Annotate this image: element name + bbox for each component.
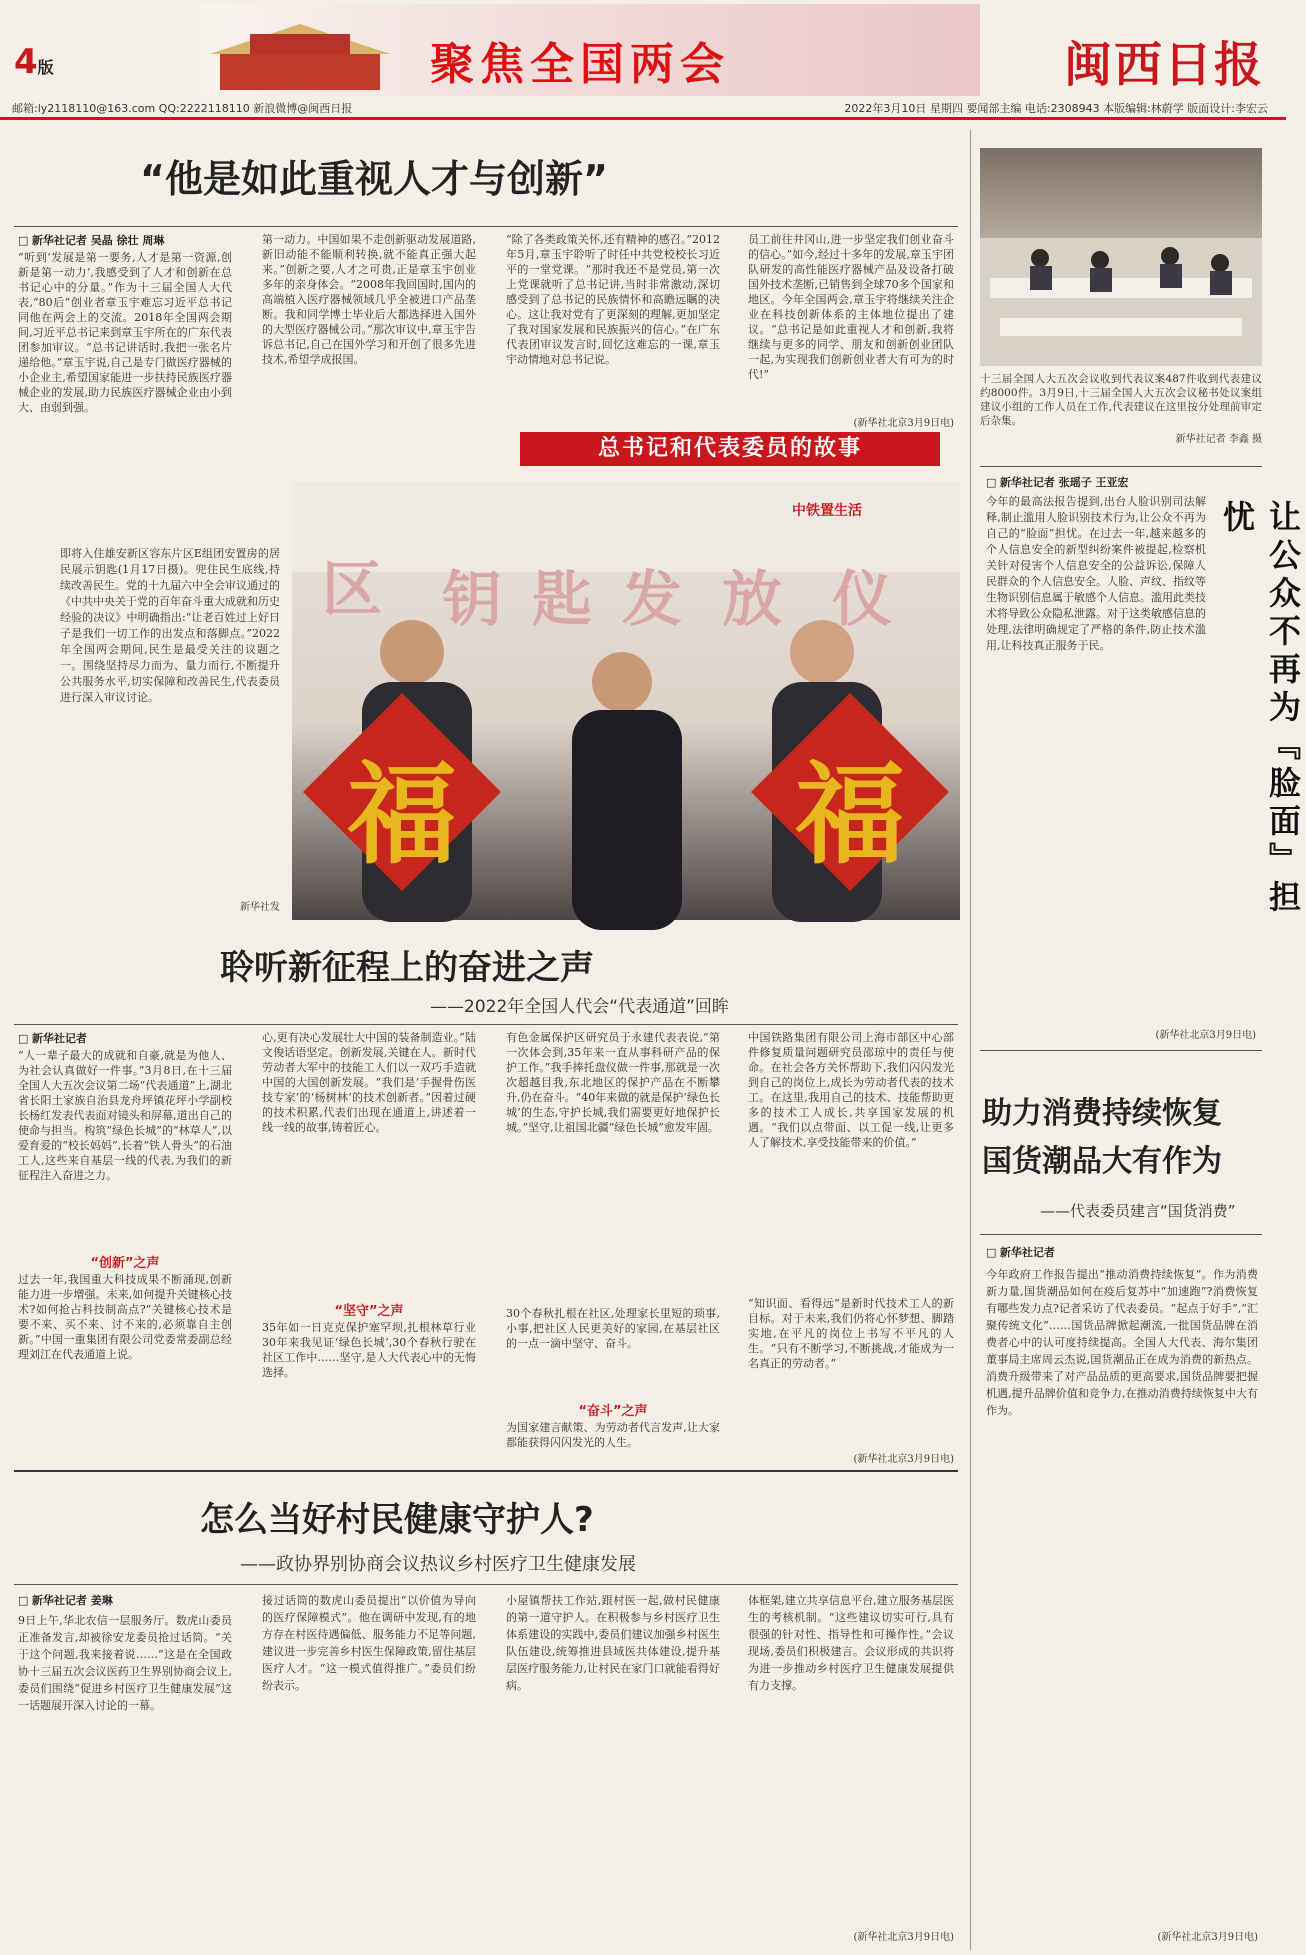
article2-col4b: “知识面、看得远”是新时代技术工人的新目标。对于未来,我们仍将心怀梦想、脚踏实地,在平凡的岗位上书写不平凡的人生。“只有不断学习,不断挑战,才能成为一名真正的劳动者。” bbox=[748, 1297, 954, 1370]
column-divider bbox=[970, 130, 971, 1950]
article5-title: 怎么当好村民健康守护人? bbox=[200, 1500, 594, 1540]
article5-subtitle: ——政协界别协商会议热议乡村医疗卫生健康发展 bbox=[240, 1554, 636, 1575]
article4-subtitle: ——代表委员建言“国货消费” bbox=[1040, 1202, 1236, 1220]
residents-photo bbox=[292, 482, 960, 920]
article4-body: 今年政府工作报告提出“推动消费持续恢复”。作为消费新力量,国货潮品如何在疫后复苏中“加速跑”?消费恢复有哪些发力点?记者采访了代表委员。“起点于好手”,“汇聚传统文化”……国货品牌掀起潮流,一批国货品牌在消费者心中的认可度持续提高。全国人大代表、海尔集团董事局主席周云杰说,国货潮品正在成为消费的新热点。消费升级带来了对产品品质的更高要求,国货品牌要把握机遇,提升品牌价值和竞争力,在推动消费持续恢复中大有作为。 bbox=[986, 1268, 1258, 1417]
article2-col2b: 35年如一日克克保护塞罕坝,扎根林草行业30年来我见证‘绿色长城’,30个春秋行驶在社区工作中……坚守,是人大代表心中的无悔选择。 bbox=[262, 1321, 476, 1379]
article1-col1: “听到‘发展是第一要务,人才是第一资源,创新是第一动力’,我感受到了人才和创新在总书记心中的分量。”作为十三届全国人大代表,“80后”创业者章玉宇难忘习近平总书记同他在两会上的交流。2018年全国两会期间,习近平总书记来到章玉宇所在的广东代表团参加审议。“总书记讲话时,我把一张名片递给他。”章玉宇说,自己是专门做医疗器械的小企业主,希望国家能进一步扶持民族医疗器械企业的发展,助力民族医疗器械企业由小到大、由弱到强。 bbox=[18, 251, 232, 414]
banner-title: 聚焦全国两会 bbox=[430, 39, 730, 90]
fu-char-left: 福 bbox=[347, 750, 457, 879]
article1-col4: 员工前往井冈山,进一步坚定我们创业奋斗的信心。”如今,经过十多年的发展,章玉宇团队研发的高性能医疗器械产品及设备打破国外技术垄断,已销售到全球70多个国家和地区。今年全国两会,章玉宇将继续关注企业在科技创新体系的主体地位提出了建议。“总书记是如此重视人才和创新,我将继续与更多的同学、朋友和创新创业团队一起,为实现我们创新创业者大有可为的时代!” bbox=[748, 233, 954, 381]
photo-credit: 新华社发 bbox=[240, 902, 280, 913]
photo-caption: 即将入住雄安新区容东片区E组团安置房的居民展示钥匙(1月17日摄)。兜住民生底线,持续改善民生。党的十九届六中全会审议通过的《中共中央关于党的百年奋斗重大成就和历史经验的决议》中明确指出:“让老百姓过上好日子是我们一切工作的出发点和落脚点。”2022年全国两会期间,民生是最受关注的议题之一。围绕坚持尽力而为、量力而行,不断提升公共服务水平,切实保障和改善民生,代表委员进行深入审议讨论。 bbox=[60, 547, 280, 704]
masthead bbox=[0, 0, 1286, 115]
divider bbox=[14, 1024, 958, 1025]
article2-col3b: 30个春秋扎根在社区,处理家长里短的琐事,小事,把社区人民更美好的家园,在基层社区的一点一滴中坚守、奋斗。 bbox=[506, 1307, 720, 1350]
newspaper-brand: 闽西日报 bbox=[1064, 37, 1265, 93]
backdrop-sign-6: 仪 bbox=[832, 565, 892, 635]
divider bbox=[14, 1470, 958, 1472]
article2-title: 聆听新征程上的奋进之声 bbox=[220, 948, 594, 988]
article5-signoff: (新华社北京3月9日电) bbox=[853, 1932, 954, 1943]
article2-col3c: 为国家建言献策、为劳动者代言发声,让大家都能获得闪闪发光的人生。 bbox=[506, 1421, 720, 1449]
article2-col4: 中国铁路集团有限公司上海市部区中心部件修复质量问题研究员邵琼中的责任与使命。在社会各方关怀帮助下,我们闪闪发光到自己的岗位上,成长为劳动者代表的技术工。在这里,我用自己的技术、技能帮助更多的技术工人成长,共享国家发展的机遇。“我们以点带面、以工促一线,让更多人了解技术,享受技能带来的价值。” bbox=[748, 1031, 954, 1149]
backdrop-sign-2: 钥 bbox=[442, 565, 502, 635]
article2-signoff: (新华社北京3月9日电) bbox=[853, 1454, 954, 1465]
article1-byline: □ 新华社记者 吴晶 徐壮 周琳 bbox=[18, 232, 164, 248]
divider bbox=[14, 226, 958, 227]
article4-signoff: (新华社北京3月9日电) bbox=[1157, 1932, 1258, 1943]
divider bbox=[980, 1050, 1262, 1051]
page-number: 4版 bbox=[14, 42, 54, 82]
article1-col3: “除了各类政策关怀,还有精神的感召。”2012年5月,章玉宇聆听了时任中共党校校长习近平的一堂党课。“那时我还不是党员,第一次上党课就听了总书记讲,当时非常激动,深切感受到了总书记的民族情怀和高瞻远瞩的决心。这让我对党有了更深刻的理解,更加坚定了我对国家发展和民族振兴的信心。”在广东代表团审议发言时,回忆这难忘的一课,章玉宇动情地对总书记说。 bbox=[506, 233, 720, 366]
article5-col1: 9日上午,华北农信一层服务厅。数虎山委员正准备发言,却被徐安龙委员抢过话筒。“关于这个问题,我来接着说……”这是在全国政协十三届五次会议医药卫生界别协商会议上,委员们围绕“促进乡村医疗卫生健康发展”这一话题展开深入讨论的一幕。 bbox=[18, 1614, 232, 1712]
article3-title: 让公众不再为『脸面』担忧 bbox=[1218, 500, 1302, 918]
fu-char-right: 福 bbox=[795, 750, 905, 879]
article5-byline: □ 新华社记者 姜琳 bbox=[18, 1592, 113, 1608]
article1-title: “他是如此重视人才与创新” bbox=[140, 157, 608, 201]
article4-byline: □ 新华社记者 bbox=[986, 1244, 1055, 1260]
article3-body: 今年的最高法报告提到,出台人脸识别司法解释,制止滥用人脸识别技术行为,让公众不再为自己的“脸面”担忧。在过去一年,越来越多的个人信息安全的新型纠纷案件被提起,检察机关针对侵害个人信息安全的公益诉讼,保障人民群众的个人信息安全。人脸、声纹、指纹等生物识别信息属于敏感个人信息。滥用此类技术将导致公众隐私泄露。对于这类敏感信息的处理,法律明确规定了严格的条件,防止技术滥用,让科技真正服务于民。 bbox=[986, 495, 1206, 652]
article5-col4: 体框架,建立共享信息平台,建立服务基层医生的考核机制。“这些建议切实可行,具有很强的针对性、指导性和可操作性。”会议现场,委员们积极建言。会议形成的共识将为进一步推动乡村医疗卫生健康发展提供有力支撑。 bbox=[748, 1594, 954, 1692]
article1-col2: 第一动力。中国如果不走创新驱动发展道路,新旧动能不能顺利转换,就不能真正强大起来。”创新之要,人才之可贵,正是章玉宇创业多年的亲身体会。“2008年我回国时,国内的高端植入医疗器械领域几乎全被进口产品垄断。我和同学博士毕业后大都选择进入国外的大型医疗器械公司。”那次审议中,章玉宇告诉总书记,自己在国外学习和开创了很多先进技术,希望学成报国。 bbox=[262, 233, 476, 366]
photo-company-label: 中铁置生活 bbox=[792, 503, 862, 519]
article2-col3: 有色金属保护区研究员于永建代表表说,“第一次体会到,35年来一直从事科研产品的保护工作。”我手捧托盘仪做一件事,那就是一次次超越目我,东北地区的保护产品在不断攀升,仍在奋斗。“40年来做的就是保护‘绿色长城’的生态,守护长城,我们需要更好地保护长城。”坚守,让祖国北疆“绿色长城”愈发牢固。 bbox=[506, 1031, 720, 1134]
backdrop-sign-3: 匙 bbox=[532, 565, 592, 635]
article2-subhead2: “坚守”之声 bbox=[334, 1304, 404, 1319]
top-photo-caption: 十三届全国人大五次会议收到代表议案487件收到代表建议约8000件。3月9日,十三届全国人大五次会议秘书处议案组建议小组的工作人员在工作,代表建议在这里按分处理前审定后杂集。 bbox=[980, 373, 1262, 427]
conference-photo bbox=[980, 148, 1262, 366]
article2-col1b: 过去一年,我国重大科技成果不断涌现,创新能力进一步增强。未来,如何提升关键核心技术?如何抢占科技制高点?“关键核心技术是要不来、买不来、讨不来的,必须靠自主创新。”中国一重集团有限公司党委常委副总经理刘江在代表通道上说。 bbox=[18, 1273, 232, 1361]
article2-byline: □ 新华社记者 bbox=[18, 1030, 87, 1046]
masthead-rule bbox=[0, 117, 1286, 120]
article2-col2: 心,更有决心发展壮大中国的装备制造业。”陆文俊话语坚定。创新发展,关键在人。新时代劳动者大军中的技能工人们以一双巧手造就中国的大国创新发展。“我们是‘手握骨伤医技专家’的‘杨树林’的技术创新者。”因着过硬的技术积累,代表们出现在通道上,讲述着一线一线的故事,铸着匠心。 bbox=[262, 1031, 476, 1134]
section-ribbon: 总书记和代表委员的故事 bbox=[520, 432, 940, 466]
article5-col3: 小屋镇帮扶工作站,跟村医一起,做村民健康的第一道守护人。在积极参与乡村医疗卫生体系建设的实践中,委员们建议加强乡村医生队伍建设,统筹推进县域医共体建设,提升基层医疗服务能力,让村民在家门口就能看得好病。 bbox=[506, 1594, 720, 1692]
backdrop-sign-1: 区 bbox=[322, 555, 382, 625]
article4-title: 助力消费持续恢复 国货潮品大有作为 bbox=[982, 1096, 1222, 1179]
backdrop-sign-4: 发 bbox=[622, 565, 682, 635]
article3-signoff: (新华社北京3月9日电) bbox=[1155, 1030, 1256, 1041]
article2-subtitle: ——2022年全国人代会“代表通道”回眸 bbox=[430, 997, 729, 1017]
edition-info: 2022年3月10日 星期四 要闻部主编 电话:2308943 本版编辑:林蔚学 版面设计:李宏云 bbox=[844, 102, 1268, 115]
tiananmen-graphic bbox=[200, 4, 400, 96]
top-photo-credit: 新华社记者 李鑫 摄 bbox=[1175, 434, 1262, 445]
article5-col2: 接过话筒的数虎山委员提出“以价值为导向的医疗保障模式”。他在调研中发现,有的地方存在村医待遇偏低、服务能力不足等问题,建议进一步完善乡村医生保障政策,留住基层医疗人才。“这一模式值得推广。”委员们纷纷表示。 bbox=[262, 1594, 476, 1692]
article2-subhead3: “奋斗”之声 bbox=[578, 1404, 648, 1419]
divider bbox=[980, 466, 1262, 467]
conference-scene bbox=[980, 148, 1262, 366]
article2-col1: “人一辈子最大的成就和自豪,就是为他人、为社会认真做好一件事。”3月8日,在十三届全国人大五次会议第二场“代表通道”上,湖北省长阳土家族自治县龙舟坪镇花坪小学副校长杨红发表代表面对镜头和屏幕,道出自己的使命与担当。构筑“绿色长城”的“林草人”,以爱育爱的“校长妈妈”,长着“铁人骨头”的石油工人,这些来自基层一线的代表,为我们的新征程注入奋进之力。 bbox=[18, 1049, 232, 1182]
divider bbox=[14, 1584, 958, 1585]
article2-subhead1: “创新”之声 bbox=[90, 1256, 160, 1271]
contact-info: 邮箱:ly2118110@163.com QQ:2222118110 新浪微博@闽西日报 bbox=[12, 102, 353, 115]
article3-byline: □ 新华社记者 张瑶子 王亚宏 bbox=[986, 474, 1129, 490]
backdrop-sign-5: 放 bbox=[722, 565, 782, 635]
article1-signoff: (新华社北京3月9日电) bbox=[853, 418, 954, 429]
divider bbox=[980, 1234, 1262, 1235]
